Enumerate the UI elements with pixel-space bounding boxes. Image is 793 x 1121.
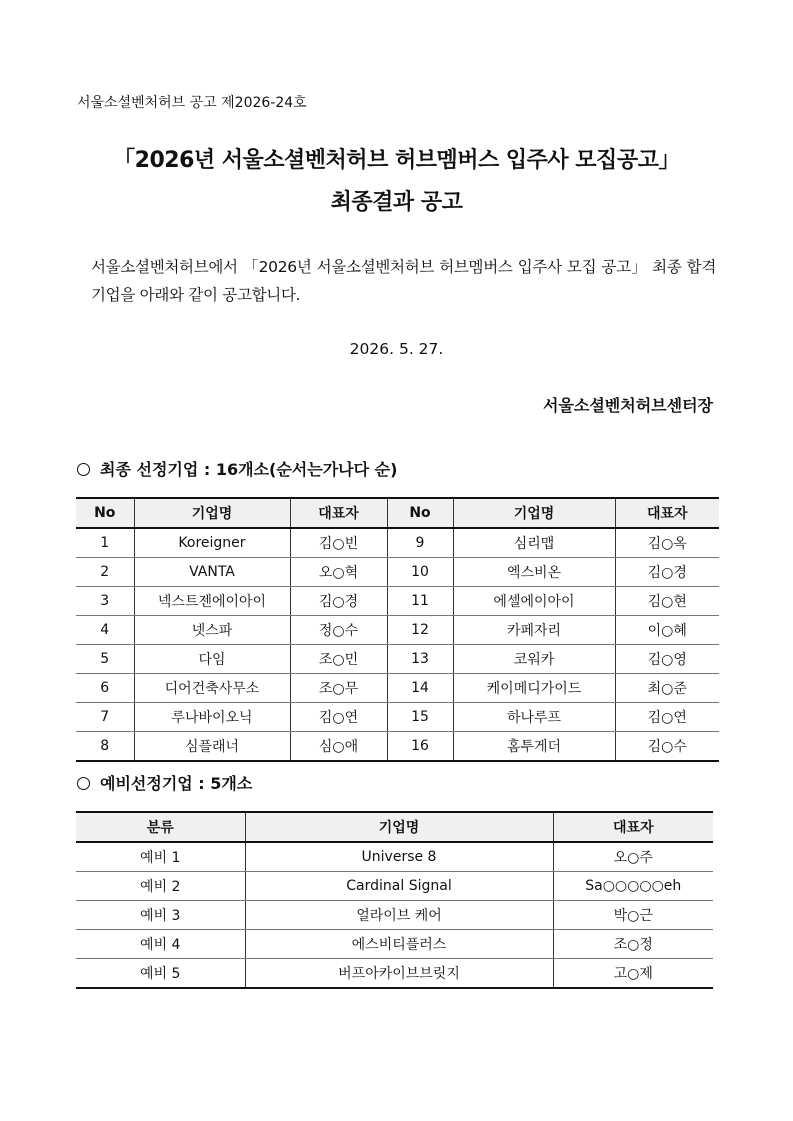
table-row <box>76 732 719 762</box>
table-cell: 에셀에이아이 <box>453 587 615 616</box>
reserve-section-title <box>77 771 252 794</box>
table-cell: Koreigner <box>134 528 290 558</box>
final-companies-table <box>76 497 719 762</box>
announcement-body: 서울소셜벤처허브에서 「2026년 서울소셜벤처허브 허브멤버스 입주사 모집 공고」 최종 합격기업을 아래와 같이 공고합니다. <box>91 258 716 304</box>
table-cell: 루나바이오닉 <box>134 703 290 732</box>
header-cell: 대표자 <box>290 498 387 528</box>
table-cell: 김○옥 <box>615 528 719 558</box>
table-cell: 김○수 <box>615 732 719 762</box>
table-cell: 예비 2 <box>76 872 245 901</box>
table-cell: 5 <box>76 645 134 674</box>
table-cell: 15 <box>387 703 453 732</box>
header-cell: No <box>76 498 134 528</box>
table-cell: VANTA <box>134 558 290 587</box>
reserve-section-label: 예비선정기업 : 5개소 <box>100 774 253 793</box>
table-cell: 김○영 <box>615 645 719 674</box>
table-header-row <box>76 498 719 528</box>
table-cell: 심리맵 <box>453 528 615 558</box>
table-row <box>76 703 719 732</box>
table-row <box>76 645 719 674</box>
header-cell: 기업명 <box>453 498 615 528</box>
table-cell: Sa○○○○○eh <box>553 872 713 901</box>
header-cell: 대표자 <box>615 498 719 528</box>
table-cell: 4 <box>76 616 134 645</box>
table-cell: 버프아카이브브릿지 <box>245 959 553 989</box>
final-section-title <box>77 457 397 480</box>
table-cell: 오○주 <box>553 842 713 872</box>
table-cell: 카페자리 <box>453 616 615 645</box>
table-cell: 고○제 <box>553 959 713 989</box>
table-cell: 정○수 <box>290 616 387 645</box>
table-row <box>76 587 719 616</box>
table-cell: 디어건축사무소 <box>134 674 290 703</box>
table-cell: 6 <box>76 674 134 703</box>
table-row <box>76 558 719 587</box>
announcement-date: 2026. 5. 27. <box>349 340 444 358</box>
table-cell: 얼라이브 케어 <box>245 901 553 930</box>
table-cell: 심플래너 <box>134 732 290 762</box>
table-cell: 예비 5 <box>76 959 245 989</box>
header-cell: 기업명 <box>134 498 290 528</box>
table-cell: 이○혜 <box>615 616 719 645</box>
table-row <box>76 616 719 645</box>
table-cell: 오○혁 <box>290 558 387 587</box>
table-cell: 최○준 <box>615 674 719 703</box>
table-cell: 1 <box>76 528 134 558</box>
header-cell: 분류 <box>76 812 245 842</box>
signer: 서울소셜벤처허브센터장 <box>542 396 713 415</box>
table-cell: 김○빈 <box>290 528 387 558</box>
table-cell: 조○민 <box>290 645 387 674</box>
table-cell: 넥스트젠에이아이 <box>134 587 290 616</box>
table-cell: 13 <box>387 645 453 674</box>
table-cell: 10 <box>387 558 453 587</box>
table-row <box>76 872 713 901</box>
table-row <box>76 674 719 703</box>
table-cell: 16 <box>387 732 453 762</box>
notice-number: 서울소셜벤처허브 공고 제2026-24호 <box>77 95 307 111</box>
table-cell: Universe 8 <box>245 842 553 872</box>
header-cell: 기업명 <box>245 812 553 842</box>
table-cell: 김○현 <box>615 587 719 616</box>
table-cell: 넷스파 <box>134 616 290 645</box>
table-cell: 에스비티플러스 <box>245 930 553 959</box>
table-cell: 11 <box>387 587 453 616</box>
final-section-label: 최종 선정기업 : 16개소(순서는가나다 순) <box>100 460 398 479</box>
page-title: 「2026년 서울소셜벤처허브 허브멤버스 입주사 모집공고」 <box>113 148 680 173</box>
table-cell: 12 <box>387 616 453 645</box>
table-cell: 박○근 <box>553 901 713 930</box>
circle-bullet-icon <box>77 463 90 476</box>
table-row <box>76 842 713 872</box>
table-cell: 엑스비온 <box>453 558 615 587</box>
header-cell: 대표자 <box>553 812 713 842</box>
table-cell: 3 <box>76 587 134 616</box>
header-cell: No <box>387 498 453 528</box>
table-cell: 케이메디가이드 <box>453 674 615 703</box>
table-cell: 하나루프 <box>453 703 615 732</box>
table-cell: 예비 3 <box>76 901 245 930</box>
table-cell: 예비 4 <box>76 930 245 959</box>
table-header-row <box>76 812 713 842</box>
reserve-companies-table <box>76 811 713 989</box>
table-cell: 7 <box>76 703 134 732</box>
table-cell: 다임 <box>134 645 290 674</box>
table-row <box>76 901 713 930</box>
circle-bullet-icon <box>77 777 90 790</box>
table-cell: 김○경 <box>615 558 719 587</box>
table-cell: 홈투게더 <box>453 732 615 762</box>
table-cell: 14 <box>387 674 453 703</box>
table-cell: 심○애 <box>290 732 387 762</box>
table-row <box>76 930 713 959</box>
table-cell: 조○정 <box>553 930 713 959</box>
table-row <box>76 959 713 989</box>
table-cell: 예비 1 <box>76 842 245 872</box>
table-cell: 김○경 <box>290 587 387 616</box>
table-cell: Cardinal Signal <box>245 872 553 901</box>
table-row <box>76 528 719 558</box>
table-cell: 8 <box>76 732 134 762</box>
page-subtitle: 최종결과 공고 <box>330 190 463 215</box>
table-cell: 김○연 <box>290 703 387 732</box>
table-cell: 조○무 <box>290 674 387 703</box>
table-cell: 코워카 <box>453 645 615 674</box>
table-cell: 2 <box>76 558 134 587</box>
table-cell: 9 <box>387 528 453 558</box>
table-cell: 김○연 <box>615 703 719 732</box>
